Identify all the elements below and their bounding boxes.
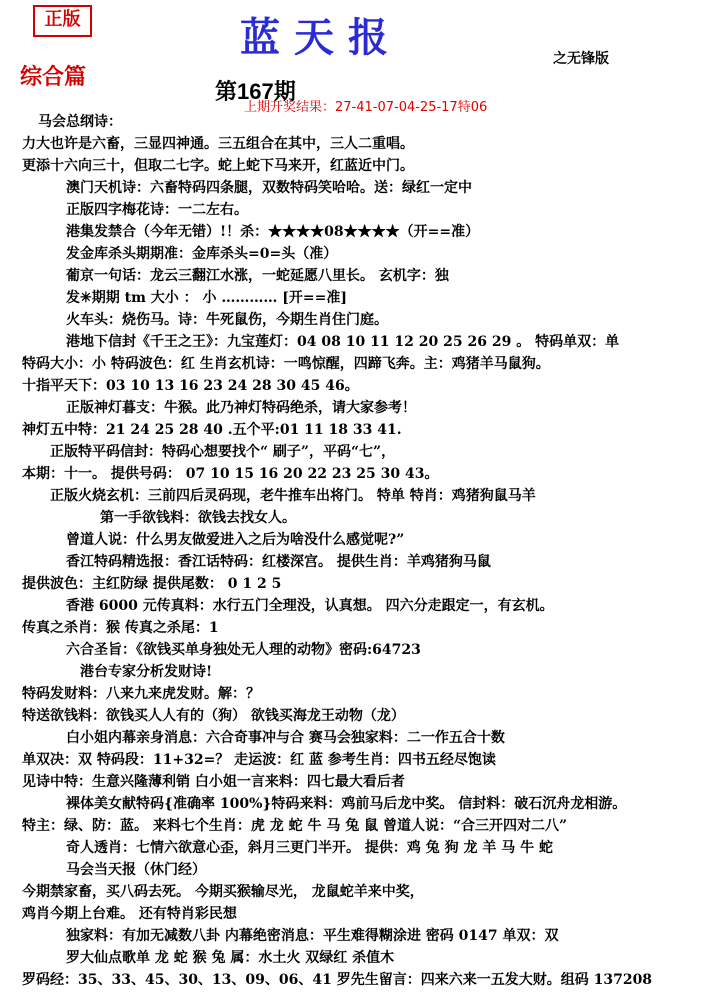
text-line: 葡京一句话：龙云三翻江水涨，一蛇延愿八里长。 玄机字：独 (66, 268, 449, 284)
text-line: 独家料：有加无减数八卦 内幕绝密消息：平生难得糊涂进 密码 0147 单双：双 (66, 928, 559, 944)
text-line: 裸体美女献特码{准确率 100%}特码来料：鸡前马后龙中奖。 信封料：破石沉舟龙相游。 (66, 796, 627, 812)
text-line: 鸡肖今期上台难。 还有特肖彩民想 (22, 906, 237, 922)
text-line: 单双决：双 特码段：11+32=？ 走运波：红 蓝 参考生肖：四书五经尽饱读 (22, 752, 496, 768)
text-line: 特码大小：小 特码波色：红 生肖玄机诗：一鸣惊醒，四蹄飞奔。主：鸡猪羊马鼠狗。 (22, 356, 550, 372)
text-line: 特码发财料：八来九来虎发财。解：？ (22, 686, 260, 702)
section-heading: 综合篇 (20, 65, 87, 90)
text-line: 马会总纲诗： (38, 114, 122, 130)
text-line: 罗大仙点歌单 龙 蛇 猴 兔 属：水土火 双绿红 杀值木 (66, 950, 395, 966)
text-line: 发金库杀头期期准：金库杀头=0=头（准） (66, 246, 338, 262)
text-line: 本期：十一。 提供号码： 07 10 15 16 20 22 23 25 30 43。 (22, 466, 439, 482)
text-line: 港地下信封《千王之王》：九宝莲灯：04 08 10 11 12 20 25 26 29 。 特码单双：单 (66, 334, 620, 350)
text-line: 香江特码精选报：香江话特码：红楼深宫。 提供生肖：羊鸡猪狗马鼠 (66, 554, 491, 570)
text-line: 香港 6000 元传真料：水行五门全理没，认真想。 四六分走跟定一，有玄机。 (66, 598, 554, 614)
text-line: 提供波色：主红防绿 提供尾数： 0 1 2 5 (22, 576, 282, 592)
text-line: 特主：绿、防：蓝。 来料七个生肖：虎 龙 蛇 牛 马 兔 鼠 曾道人说：“合三开四对二八” (22, 818, 568, 834)
text-line: 马会当天报（休门经） (66, 862, 206, 878)
text-line: 曾道人说：什么男友做爱进入之后为啥没什么感觉呢?” (66, 532, 405, 548)
text-line: 见诗中特：生意兴隆薄利销 白小姐一言来料：四七最大看后者 (22, 774, 405, 790)
text-line: 正版火烧玄机：三前四后灵码现，老牛推车出将门。 特单 特肖：鸡猪狗鼠马羊 (50, 488, 536, 504)
text-line: 正版特平码信封：特码心想要找个“ 刷子”，平码“七”， (50, 444, 396, 460)
text-line: 特送欲钱料：欲钱买人人有的（狗） 欲钱买海龙王动物（龙） (22, 708, 405, 724)
text-line: 港集发禁合（今年无错）!！杀：★★★★08★★★★（开==准） (66, 224, 480, 240)
text-line: 十指平天下：03 10 13 16 23 24 28 30 45 46。 (22, 378, 359, 394)
text-line: 正版神灯暮支：牛猴。此乃神灯特码绝杀，请大家参考！ (66, 400, 416, 416)
text-line: 神灯五中特：21 24 25 28 40 .五个平:01 11 18 33 41. (22, 422, 402, 438)
issue-number: 第167期 (215, 79, 296, 104)
text-line: 更添十六向三十，但取二七字。蛇上蛇下马来开，红蓝近中门。 (22, 158, 414, 174)
text-line: 六合圣旨：《欲钱买单身独处无人理的动物》密码:64723 (66, 642, 421, 658)
text-line: 火车头：烧伤马。诗：牛死鼠伤，今期生肖住门庭。 (66, 312, 388, 328)
text-line: 力大也许是六畜，三显四神通。三五组合在其中，三人二重唱。 (22, 136, 414, 152)
last-draw-result: 上期开奖结果：27-41-07-04-25-17特06 (244, 100, 488, 115)
newspaper-title: 蓝天报 (240, 14, 402, 61)
edition-subtitle: 之无锋版 (553, 51, 609, 67)
text-line: 传真之杀肖：猴 传真之杀尾：1 (22, 620, 219, 636)
text-line: 第一手欲钱料：欲钱去找女人。 (100, 510, 296, 526)
text-line: 港台专家分析发财诗! (80, 664, 213, 680)
text-line: 今期禁家畜，买八码去死。 今期买猴输尽光， 龙鼠蛇羊来中奖， (22, 884, 424, 900)
text-line: 白小姐内幕亲身消息：六合奇事冲与合 赛马会独家料：二一作五合十数 (66, 730, 505, 746)
text-line: 罗码经：35、33、45、30、13、09、06、41 罗先生留言：四来六来一五发大财。组码 137208 (22, 972, 653, 988)
text-line: 奇人透肖：七情六欲意心歪，斜月三更门半开。 提供：鸡 兔 狗 龙 羊 马 牛 蛇 (66, 840, 553, 856)
text-line: 正版四字梅花诗：一二左右。 (66, 202, 248, 218)
genuine-stamp: 正版 (33, 5, 92, 37)
text-line: 发✳期期 tm 大小 ： 小 ………… [开==准] (66, 290, 347, 306)
text-line: 澳门天机诗：六畜特码四条腿，双数特码笑哈哈。送：绿红一定中 (66, 180, 472, 196)
